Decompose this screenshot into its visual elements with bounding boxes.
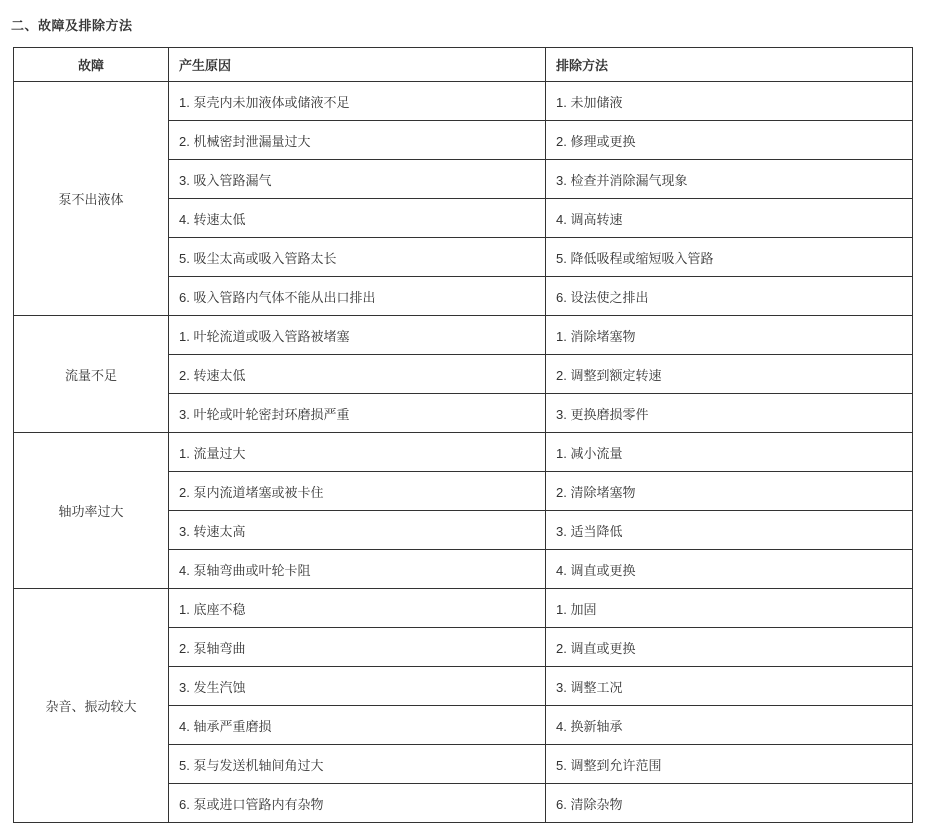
solution-cell: 5. 调整到允许范围 bbox=[546, 745, 913, 784]
table-row bbox=[14, 82, 913, 121]
fault-troubleshooting-table bbox=[13, 47, 913, 823]
cause-cell: 1. 流量过大 bbox=[169, 433, 546, 472]
column-header-fault: 故障 bbox=[14, 48, 169, 82]
solution-cell: 3. 调整工况 bbox=[546, 667, 913, 706]
solution-cell: 3. 检查并消除漏气现象 bbox=[546, 160, 913, 199]
cause-cell: 2. 泵轴弯曲 bbox=[169, 628, 546, 667]
table-row bbox=[14, 433, 913, 472]
cause-cell: 4. 轴承严重磨损 bbox=[169, 706, 546, 745]
solution-cell: 1. 消除堵塞物 bbox=[546, 316, 913, 355]
solution-cell: 3. 更换磨损零件 bbox=[546, 394, 913, 433]
solution-cell: 6. 设法使之排出 bbox=[546, 277, 913, 316]
cause-cell: 2. 转速太低 bbox=[169, 355, 546, 394]
solution-cell: 5. 降低吸程或缩短吸入管路 bbox=[546, 238, 913, 277]
cause-cell: 4. 转速太低 bbox=[169, 199, 546, 238]
solution-cell: 2. 修理或更换 bbox=[546, 121, 913, 160]
fault-table-body bbox=[14, 82, 913, 823]
solution-cell: 2. 调整到额定转速 bbox=[546, 355, 913, 394]
table-header bbox=[14, 48, 913, 82]
cause-cell: 6. 泵或进口管路内有杂物 bbox=[169, 784, 546, 823]
solution-cell: 6. 清除杂物 bbox=[546, 784, 913, 823]
cause-cell: 3. 吸入管路漏气 bbox=[169, 160, 546, 199]
solution-cell: 1. 减小流量 bbox=[546, 433, 913, 472]
solution-cell: 4. 调直或更换 bbox=[546, 550, 913, 589]
cause-cell: 2. 泵内流道堵塞或被卡住 bbox=[169, 472, 546, 511]
fault-cell: 泵不出液体 bbox=[14, 82, 169, 316]
table-row bbox=[14, 316, 913, 355]
solution-cell: 4. 调高转速 bbox=[546, 199, 913, 238]
solution-cell: 1. 加固 bbox=[546, 589, 913, 628]
solution-cell: 1. 未加储液 bbox=[546, 82, 913, 121]
cause-cell: 6. 吸入管路内气体不能从出口排出 bbox=[169, 277, 546, 316]
solution-cell: 4. 换新轴承 bbox=[546, 706, 913, 745]
cause-cell: 3. 发生汽蚀 bbox=[169, 667, 546, 706]
solution-cell: 3. 适当降低 bbox=[546, 511, 913, 550]
column-header-solution: 排除方法 bbox=[546, 48, 913, 82]
cause-cell: 1. 底座不稳 bbox=[169, 589, 546, 628]
cause-cell: 5. 吸尘太高或吸入管路太长 bbox=[169, 238, 546, 277]
solution-cell: 2. 清除堵塞物 bbox=[546, 472, 913, 511]
cause-cell: 2. 机械密封泄漏量过大 bbox=[169, 121, 546, 160]
header-row bbox=[14, 48, 913, 82]
fault-cell: 流量不足 bbox=[14, 316, 169, 433]
section-title: 二、故障及排除方法 bbox=[11, 18, 133, 33]
solution-cell: 2. 调直或更换 bbox=[546, 628, 913, 667]
column-header-cause: 产生原因 bbox=[169, 48, 546, 82]
fault-cell: 轴功率过大 bbox=[14, 433, 169, 589]
fault-cell: 杂音、振动较大 bbox=[14, 589, 169, 823]
table-row bbox=[14, 589, 913, 628]
cause-cell: 3. 转速太高 bbox=[169, 511, 546, 550]
cause-cell: 5. 泵与发送机轴间角过大 bbox=[169, 745, 546, 784]
cause-cell: 1. 叶轮流道或吸入管路被堵塞 bbox=[169, 316, 546, 355]
cause-cell: 3. 叶轮或叶轮密封环磨损严重 bbox=[169, 394, 546, 433]
cause-cell: 1. 泵壳内未加液体或储液不足 bbox=[169, 82, 546, 121]
cause-cell: 4. 泵轴弯曲或叶轮卡阻 bbox=[169, 550, 546, 589]
